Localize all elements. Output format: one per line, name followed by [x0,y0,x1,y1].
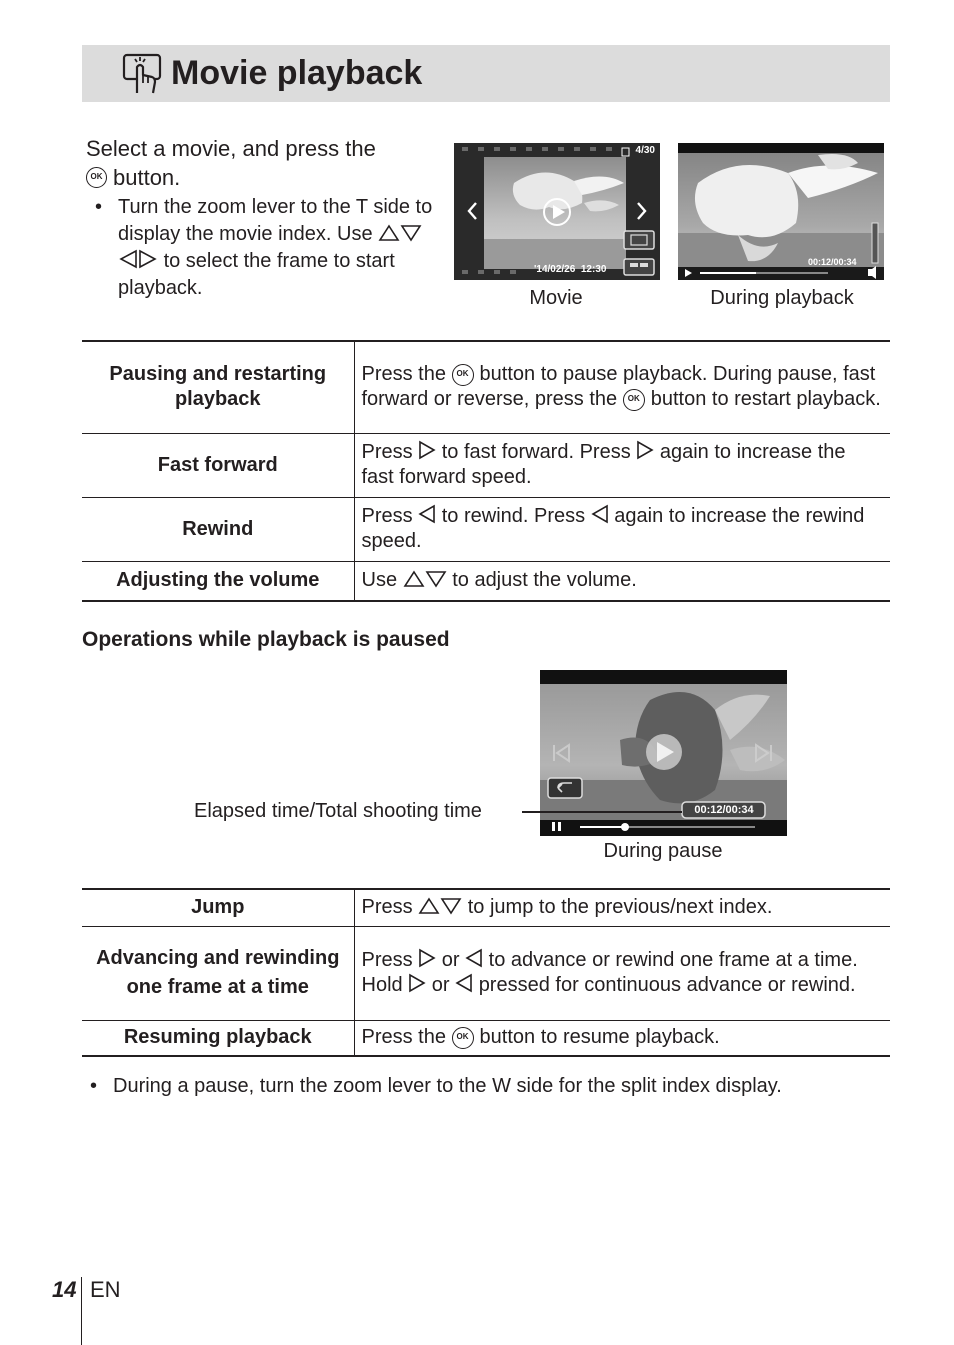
page-number: 14 [52,1277,77,1302]
bullet-marker: • [95,196,103,218]
caption-during-pause: During pause [603,840,723,862]
arrow-up-icon [418,897,440,915]
row-header-volume: Adjusting the volume [82,561,354,601]
arrow-left-icon [455,973,473,993]
ok-button-icon: OK [623,389,645,411]
title-bar [82,45,890,102]
row-desc-advancing [354,926,890,1020]
row-desc-fast-forward [354,433,890,497]
bullet-marker: • [90,1075,98,1097]
arrow-up-icon [378,224,400,242]
caption-movie: Movie [529,287,583,309]
desc-text: Press the [361,1026,446,1049]
page-title: Movie playback [171,54,423,92]
desc-text: button to pause playback. During pause, fast forward or reverse, press the [361,363,876,411]
desc-text: button to resume playback. [479,1026,720,1049]
table-row [82,561,890,601]
arrow-left-icon [118,249,138,269]
intro-line-2 [86,163,436,192]
desc-text: to jump to the previous/next index. [467,896,773,919]
desc-text: to fast forward. Press [441,441,631,463]
bullet-part-1: Turn the zoom lever to the T side to display the movie index. Use [118,196,433,245]
intro-line-1: Select a movie, and press the [86,136,376,161]
movie-index-illustration [454,143,660,280]
row-desc-volume [354,561,890,601]
desc-text: Press [361,896,413,919]
ok-button-icon: OK [86,167,107,188]
desc-text: or [441,949,460,971]
table-row [82,433,890,497]
during-playback-screen [678,143,884,280]
arrow-down-icon [425,570,447,588]
language-label: EN [90,1277,121,1302]
playback-operations-table [82,340,890,602]
desc-text: or [431,974,450,996]
table-row [82,926,890,1020]
desc-text: pressed for continuous advance or rewind. [478,974,856,996]
row-header-rewind: Rewind [82,497,354,561]
ok-button-icon: OK [452,1027,474,1049]
row-header-resuming: Resuming playback [82,1020,354,1056]
desc-text: Press the [361,363,446,386]
arrow-up-icon [403,570,425,588]
playback-time: 00:12/00:34 [808,257,857,267]
frame-counter: 4/30 [635,145,655,156]
arrow-right-icon [636,440,654,460]
movie-datetime: '14/02/26 12:30 [534,264,607,275]
arrow-left-icon [591,504,609,524]
desc-text: Press [361,505,413,527]
arrow-right-icon [408,973,426,993]
row-header-pausing: Pausing and restarting playback [82,341,354,433]
pause-time: 00:12/00:34 [694,804,754,816]
table-row [82,341,890,433]
desc-text: again to increase the rewind speed. [361,505,865,552]
desc-text: to advance or rewind one frame at a time. Hold [361,949,858,996]
desc-text: to adjust the volume. [452,569,637,592]
bullet-part-2: to select the frame to start playback. [118,250,395,299]
touch-hand-icon [122,53,162,95]
caption-during-playback: During playback [710,287,854,309]
table-row [82,1020,890,1056]
desc-text: Press [361,949,413,971]
desc-text: button to restart playback. [650,388,881,411]
arrow-down-icon [440,897,462,915]
row-desc-pausing [354,341,890,433]
intro-instruction [86,134,436,192]
ok-button-icon: OK [452,364,474,386]
movie-index-screen [454,143,660,280]
desc-text: Use [361,569,398,592]
row-header-fast-forward: Fast forward [82,433,354,497]
callout-leader-line [522,811,682,813]
desc-text: again to increase the fast forward speed. [361,441,846,488]
note-text: During a pause, turn the zoom lever to the W side for the split index display. [113,1075,782,1097]
row-header-jump: Jump [82,889,354,926]
desc-text: to rewind. Press [441,505,586,527]
table-row [82,497,890,561]
arrow-right-icon [418,440,436,460]
paused-operations-table [82,888,890,1057]
row-desc-resuming [354,1020,890,1056]
arrow-right-icon [138,249,158,269]
arrow-left-icon [418,504,436,524]
intro-bullet-text [118,194,440,302]
row-desc-jump [354,889,890,926]
arrow-down-icon [400,224,422,242]
row-header-advancing: Advancing and rewinding one frame at a time [82,926,354,1020]
table-row [82,889,890,926]
arrow-right-icon [418,948,436,968]
footer-divider [81,1277,82,1345]
paused-section-heading: Operations while playback is paused [82,628,450,651]
row-desc-rewind [354,497,890,561]
intro-line-2-text: button. [113,165,181,190]
elapsed-time-callout: Elapsed time/Total shooting time [194,800,482,822]
desc-text: Press [361,441,413,463]
arrow-left-icon [465,948,483,968]
